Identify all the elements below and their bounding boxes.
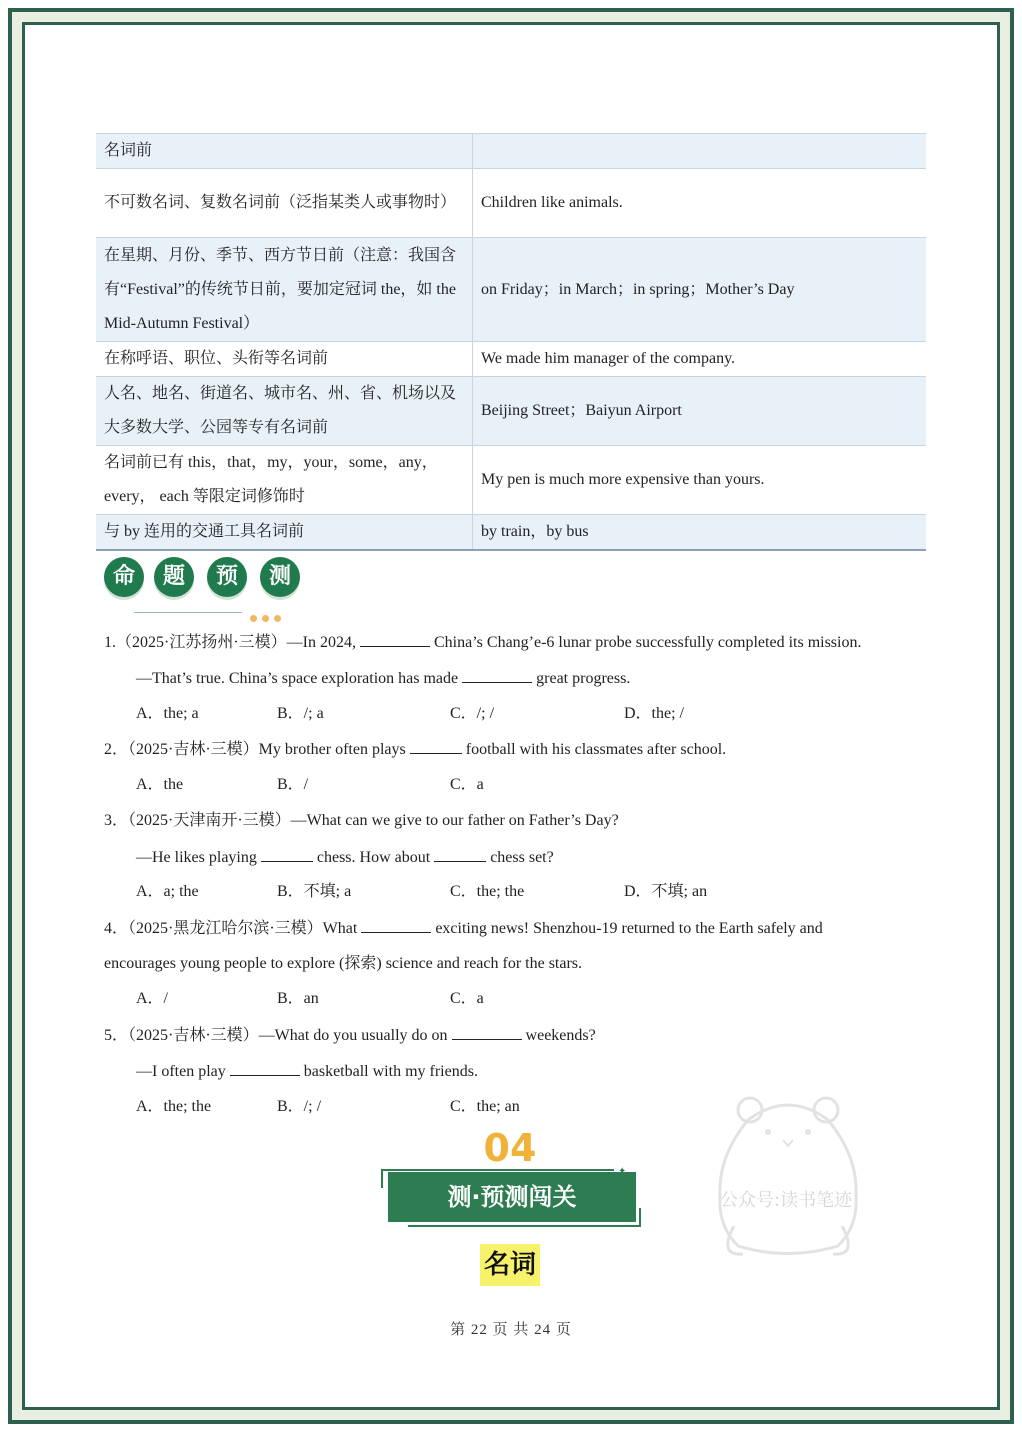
question-text: exciting news! Shenzhou-19 returned to the Earth safely and <box>431 920 823 937</box>
question-text: 3．（2025·天津南开·三模）—What can we give to our father on Father’s Day? <box>104 812 619 829</box>
question-5-line-1 <box>104 1025 596 1046</box>
question-text: —That’s true. China’s space exploration has made <box>136 670 463 687</box>
question-text: —He likes playing <box>136 849 261 866</box>
answer-blank[interactable] <box>230 1061 300 1076</box>
question-text: chess set? <box>486 849 554 866</box>
question-3-line-2 <box>136 847 554 868</box>
answer-blank[interactable] <box>462 668 532 683</box>
question-text: 4．（2025·黑龙江哈尔滨·三模）What <box>104 920 362 937</box>
page-footer: 第 22 页 共 24 页 <box>450 1322 572 1338</box>
question-1-line-2 <box>136 668 630 689</box>
question-4-line-2 <box>104 954 582 974</box>
option-b[interactable]: B．/; a <box>277 705 324 722</box>
watermark-text: 公众号:读书笔迹 <box>720 1190 853 1211</box>
question-text: weekends? <box>521 1027 596 1044</box>
question-2-line-1 <box>104 739 726 760</box>
banner-title: 测·预测闯关 <box>388 1172 636 1222</box>
option-c[interactable]: C．the; the <box>450 883 525 900</box>
question-5-line-2 <box>136 1061 478 1082</box>
table-row <box>96 134 926 169</box>
option-d[interactable]: D．不填; an <box>624 883 708 900</box>
option-b[interactable]: B．/; / <box>277 1098 322 1115</box>
question-text: China’s Chang’e-6 lunar probe successfully completed its mission. <box>430 634 862 651</box>
topic-label: 名词 <box>480 1244 540 1286</box>
example-cell: Children like animals. <box>473 169 927 238</box>
question-1-line-1 <box>104 632 861 653</box>
usage-cell: 不可数名词、复数名词前（泛指某类人或事物时） <box>96 169 473 238</box>
question-4-line-1 <box>104 918 823 939</box>
badge-char: 测 <box>260 557 300 597</box>
answer-blank[interactable] <box>434 847 486 862</box>
usage-cell: 在称呼语、职位、头衔等名词前 <box>96 342 473 377</box>
usage-table <box>96 133 926 551</box>
question-text: football with his classmates after school. <box>461 741 727 758</box>
answer-blank[interactable] <box>360 632 430 647</box>
example-cell: My pen is much more expensive than yours. <box>473 446 927 515</box>
option-a[interactable]: A．/ <box>136 990 169 1007</box>
table-row <box>96 169 926 238</box>
question-text: 1.（2025·江苏扬州·三模）—In 2024, <box>104 634 360 651</box>
question-text: 5．（2025·吉林·三模）—What do you usually do on <box>104 1027 452 1044</box>
table-row <box>96 515 926 551</box>
usage-cell: 与 by 连用的交通工具名词前 <box>96 515 473 551</box>
decorative-dots <box>250 609 286 627</box>
answer-blank[interactable] <box>361 918 431 933</box>
option-c[interactable]: C．a <box>450 776 484 793</box>
table-row <box>96 446 926 515</box>
question-text: 2．（2025·吉林·三模）My brother often plays <box>104 741 410 758</box>
option-d[interactable]: D．the; / <box>624 705 684 722</box>
table-row <box>96 377 926 446</box>
option-a[interactable]: A．the; a <box>136 705 199 722</box>
question-text: basketball with my friends. <box>299 1063 478 1080</box>
example-cell: on Friday；in March；in spring；Mother’s Day <box>473 238 927 342</box>
question-text: encourages young people to explore (探索) science and reach for the stars. <box>104 955 583 972</box>
badge-char: 命 <box>104 557 144 597</box>
option-c[interactable]: C．a <box>450 990 484 1007</box>
option-c[interactable]: C．/; / <box>450 705 495 722</box>
divider <box>134 612 242 613</box>
option-b[interactable]: B．/ <box>277 776 309 793</box>
option-c[interactable]: C．the; an <box>450 1098 520 1115</box>
badge-char: 题 <box>154 557 194 597</box>
table-row <box>96 238 926 342</box>
answer-blank[interactable] <box>452 1025 522 1040</box>
usage-cell: 名词前已有 this，that，my，your，some，any，every， each 等限定词修饰时 <box>96 446 473 515</box>
question-3-line-1 <box>104 811 619 831</box>
option-a[interactable]: A．the; the <box>136 1098 212 1115</box>
answer-blank[interactable] <box>410 739 462 754</box>
badge-char: 预 <box>207 557 247 597</box>
example-cell: by train，by bus <box>473 515 927 551</box>
option-b[interactable]: B．an <box>277 990 319 1007</box>
example-cell: Beijing Street；Baiyun Airport <box>473 377 927 446</box>
bear-watermark-icon <box>688 1096 888 1266</box>
option-a[interactable]: A．a; the <box>136 883 199 900</box>
question-text: —I often play <box>136 1063 230 1080</box>
example-cell: We made him manager of the company. <box>473 342 927 377</box>
usage-cell: 在星期、月份、季节、西方节日前（注意：我国含有“Festival”的传统节日前，要加定冠词 the，如 the Mid-Autumn Festival） <box>96 238 473 342</box>
question-text: great progress. <box>532 670 631 687</box>
table-row <box>96 342 926 377</box>
option-b[interactable]: B．不填; a <box>277 883 352 900</box>
section-number: 04 <box>483 1126 537 1170</box>
usage-cell: 人名、地名、街道名、城市名、州、省、机场以及大多数大学、公园等专有名词前 <box>96 377 473 446</box>
question-text: chess. How about <box>312 849 435 866</box>
example-cell <box>473 134 927 169</box>
option-a[interactable]: A．the <box>136 776 184 793</box>
usage-cell: 名词前 <box>96 134 473 169</box>
answer-blank[interactable] <box>261 847 313 862</box>
